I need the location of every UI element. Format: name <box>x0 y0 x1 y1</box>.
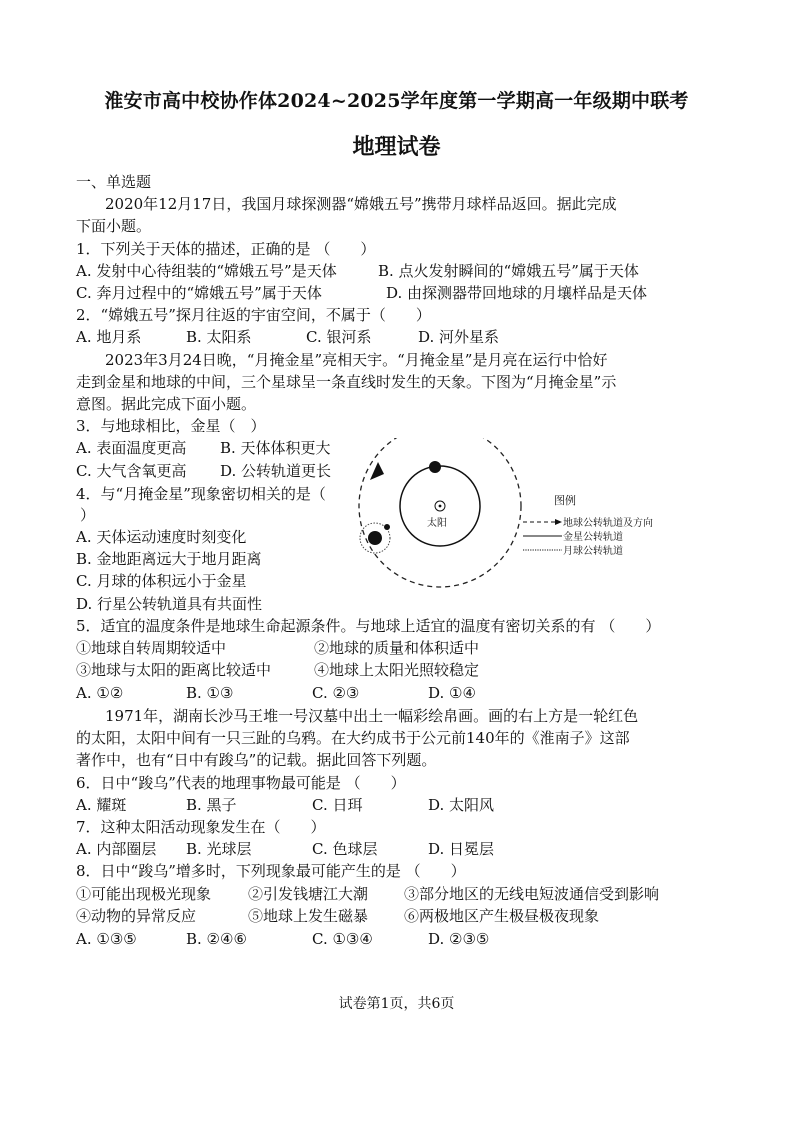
q8-option-c: C. ①③④ <box>312 930 373 948</box>
venus-planet <box>429 461 441 473</box>
moon-occults-venus-diagram <box>355 438 690 610</box>
q5-statement-3: ③地球与太阳的距离比较适中 <box>76 661 272 679</box>
q4-option-d: D. 行星公转轨道具有共面性 <box>76 595 263 613</box>
earth-orbit <box>359 438 521 587</box>
q2-stem: 2．“嫦娥五号”探月往返的宇宙空间，不属于（ ） <box>76 306 431 324</box>
q7-option-a: A. 内部圈层 <box>76 840 157 858</box>
q5-statement-1: ①地球自转周期较适中 <box>76 639 227 657</box>
section-heading: 一、单选题 <box>76 173 152 191</box>
passage2-line1: 2023年3月24日晚，“月掩金星”亮相天宇。“月掩金星”是月亮在运行中恰好 <box>105 351 608 369</box>
q7-stem: 7．这种太阳活动现象发生在（ ） <box>76 818 326 836</box>
q1-option-a: A. 发射中心待组装的“嫦娥五号”是天体 <box>76 262 337 280</box>
q5-option-a: A. ①② <box>76 684 124 702</box>
legend-arrow <box>555 519 562 525</box>
orbit-direction-arrow <box>370 462 384 480</box>
q6-option-a: A. 耀斑 <box>76 796 127 814</box>
q7-option-b: B. 光球层 <box>186 840 252 858</box>
q5-option-b: B. ①③ <box>186 684 234 702</box>
q3-option-d: D. 公转轨道更长 <box>220 462 332 480</box>
q4-stem-close: ） <box>80 506 96 524</box>
q5-option-d: D. ①④ <box>428 684 476 702</box>
q8-statement-6: ⑥两极地区产生极昼极夜现象 <box>404 907 600 925</box>
q8-option-d: D. ②③⑤ <box>428 930 490 948</box>
sun-label: 太阳 <box>427 518 447 529</box>
moon <box>384 524 390 530</box>
q5-statement-4: ④地球上太阳光照较稳定 <box>314 661 480 679</box>
passage3-line3: 著作中，也有“日中有踆乌”的记载。据此回答下列题。 <box>76 751 437 769</box>
earth-planet <box>368 531 382 545</box>
q8-option-b: B. ②④⑥ <box>186 930 247 948</box>
q6-option-d: D. 太阳风 <box>428 796 495 814</box>
q2-option-d: D. 河外星系 <box>418 328 500 346</box>
legend-label-moon-orbit: 月球公转轨道 <box>563 546 623 557</box>
q3-option-c: C. 大气含氧更高 <box>76 462 187 480</box>
q3-option-b: B. 天体体积更大 <box>220 439 331 457</box>
passage3-line1: 1971年，湖南长沙马王堆一号汉墓中出土一幅彩绘帛画。画的右上方是一轮红色 <box>105 707 639 725</box>
q7-option-c: C. 色球层 <box>312 840 378 858</box>
passage2-line2: 走到金星和地球的中间，三个星球呈一条直线时发生的天象。下图为“月掩金星”示 <box>76 373 617 391</box>
q4-option-b: B. 金地距离远大于地月距离 <box>76 550 262 568</box>
page-footer: 试卷第1页，共6页 <box>338 996 455 1012</box>
q8-statement-2: ②引发钱塘江大潮 <box>248 885 369 903</box>
q7-option-d: D. 日冕层 <box>428 840 495 858</box>
q8-option-a: A. ①③⑤ <box>76 930 137 948</box>
exam-title: 淮安市高中校协作体2024~2025学年度第一学期高一年级期中联考 <box>104 90 689 112</box>
q3-stem: 3．与地球相比，金星（ ） <box>76 417 266 435</box>
q4-option-a: A. 天体运动速度时刻变化 <box>76 528 247 546</box>
q8-stem: 8．日中“踆乌”增多时，下列现象最可能产生的是 （ ） <box>76 862 466 880</box>
q2-option-b: B. 太阳系 <box>186 328 252 346</box>
q8-statement-5: ⑤地球上发生磁暴 <box>248 907 369 925</box>
q5-statement-2: ②地球的质量和体积适中 <box>314 639 480 657</box>
q8-statement-4: ④动物的异常反应 <box>76 907 197 925</box>
q6-stem: 6．日中“踆乌”代表的地理事物最可能是 （ ） <box>76 774 406 792</box>
passage2-line3: 意图。据此完成下面小题。 <box>76 395 257 413</box>
exam-subtitle: 地理试卷 <box>352 134 441 160</box>
q8-statement-1: ①可能出现极光现象 <box>76 885 212 903</box>
q2-option-a: A. 地月系 <box>76 328 142 346</box>
passage3-line2: 的太阳，太阳中间有一只三趾的乌鸦。在大约成书于公元前140年的《淮南子》这部 <box>76 729 630 747</box>
sun-center-dot <box>439 505 442 508</box>
q3-option-a: A. 表面温度更高 <box>76 439 187 457</box>
passage1-line2: 下面小题。 <box>76 217 152 235</box>
q6-option-b: B. 黑子 <box>186 796 237 814</box>
q5-stem: 5．适宜的温度条件是地球生命起源条件。与地球上适宜的温度有密切关系的有 （ ） <box>76 617 661 635</box>
q1-option-b: B. 点火发射瞬间的“嫦娥五号”属于天体 <box>378 262 639 280</box>
q2-option-c: C. 银河系 <box>306 328 372 346</box>
q5-option-c: C. ②③ <box>312 684 360 702</box>
legend-title: 图例 <box>554 494 576 507</box>
legend-label-earth-orbit: 地球公转轨道及方向 <box>563 518 653 529</box>
q1-stem: 1．下列关于天体的描述，正确的是 （ ） <box>76 240 376 258</box>
q8-statement-3: ③部分地区的无线电短波通信受到影响 <box>404 885 660 903</box>
q6-option-c: C. 日珥 <box>312 796 363 814</box>
legend-label-venus-orbit: 金星公转轨道 <box>563 532 623 543</box>
q4-stem: 4．与“月掩金星”现象密切相关的是（ <box>76 485 326 503</box>
q1-option-d: D. 由探测器带回地球的月壤样品是天体 <box>386 284 648 302</box>
q1-option-c: C. 奔月过程中的“嫦娥五号”属于天体 <box>76 284 322 302</box>
passage1-line1: 2020年12月17日，我国月球探测器“嫦娥五号”携带月球样品返回。据此完成 <box>105 195 617 213</box>
q4-option-c: C. 月球的体积远小于金星 <box>76 572 247 590</box>
